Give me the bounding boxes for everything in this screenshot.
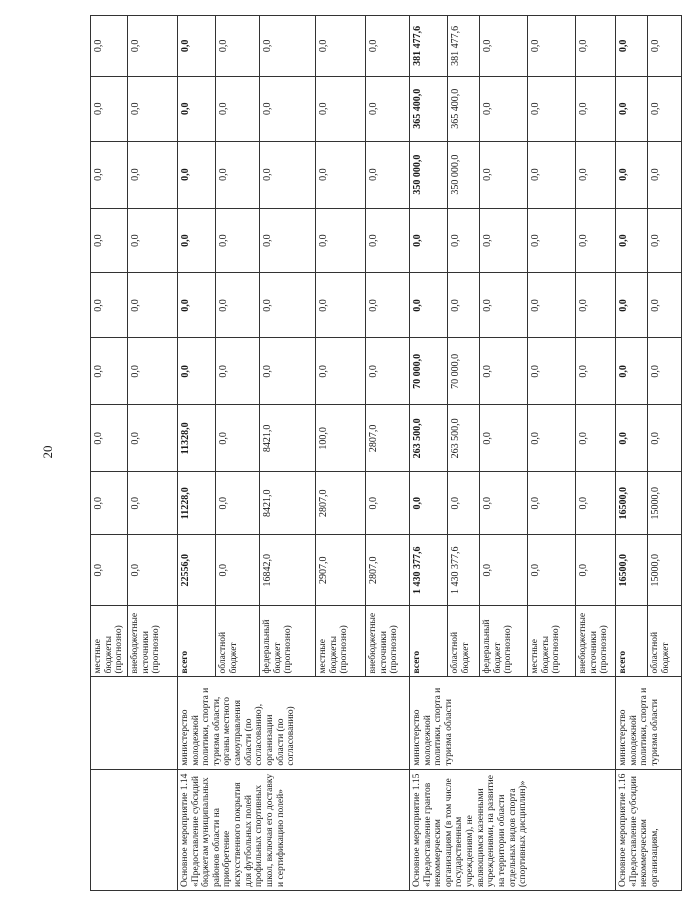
value-cell: 0,0 [215,16,259,77]
value-cell: 0,0 [177,76,215,141]
value-cell: 381 477,6 [409,16,447,77]
funding-source-cell: всего [615,606,647,677]
value-cell: 0,0 [479,338,527,405]
value-cell: 0,0 [575,273,615,338]
value-cell: 100,0 [315,405,365,472]
value-cell: 2807,0 [365,535,409,606]
value-cell: 11228,0 [177,472,215,535]
value-cell: 0,0 [647,273,681,338]
value-cell: 0,0 [259,16,315,77]
page-number: 20 [40,445,55,459]
value-cell: 0,0 [409,472,447,535]
funding-source-cell: федеральный бюджет (прогнозно) [479,606,527,677]
value-cell: 0,0 [615,16,647,77]
value-cell: 0,0 [177,141,215,208]
funding-source-cell: местные бюджеты (прогнозно) [527,606,575,677]
value-cell: 0,0 [127,76,177,141]
value-cell: 0,0 [177,338,215,405]
value-cell: 0,0 [479,273,527,338]
value-cell: 1 430 377,6 [409,535,447,606]
value-cell: 0,0 [91,16,128,77]
value-cell: 0,0 [647,141,681,208]
value-cell: 0,0 [575,535,615,606]
value-cell: 0,0 [615,273,647,338]
value-cell: 263 500,0 [409,405,447,472]
table-row [409,16,447,891]
value-cell: 0,0 [315,338,365,405]
value-cell: 0,0 [259,273,315,338]
value-cell: 0,0 [527,76,575,141]
value-cell: 0,0 [127,405,177,472]
value-cell: 2807,0 [315,472,365,535]
table-row [91,16,128,891]
value-cell: 0,0 [91,405,128,472]
value-cell: 1 430 377,6 [447,535,479,606]
value-cell: 0,0 [647,76,681,141]
executor-cell [91,677,178,769]
value-cell: 0,0 [409,208,447,273]
value-cell: 0,0 [615,338,647,405]
funding-source-cell: всего [409,606,447,677]
value-cell: 0,0 [365,16,409,77]
value-cell: 0,0 [315,273,365,338]
value-cell: 0,0 [479,472,527,535]
value-cell: 0,0 [365,472,409,535]
value-cell: 0,0 [647,16,681,77]
value-cell: 0,0 [615,141,647,208]
value-cell: 16500,0 [615,535,647,606]
value-cell: 0,0 [215,273,259,338]
value-cell: 0,0 [259,141,315,208]
value-cell: 263 500,0 [447,405,479,472]
value-cell: 16500,0 [615,472,647,535]
value-cell: 0,0 [91,472,128,535]
value-cell: 0,0 [259,338,315,405]
funding-source-cell: внебюджетные источники (прогнозно) [365,606,409,677]
funding-source-cell: местные бюджеты (прогнозно) [315,606,365,677]
funding-source-cell: областной бюджет [447,606,479,677]
value-cell: 0,0 [365,76,409,141]
value-cell: 0,0 [447,208,479,273]
value-cell: 0,0 [215,208,259,273]
value-cell: 2907,0 [315,535,365,606]
value-cell: 0,0 [527,338,575,405]
value-cell: 0,0 [127,16,177,77]
value-cell: 16842,0 [259,535,315,606]
value-cell: 0,0 [647,338,681,405]
value-cell: 0,0 [527,472,575,535]
value-cell: 0,0 [479,141,527,208]
value-cell: 15000,0 [647,472,681,535]
value-cell: 350 000,0 [409,141,447,208]
value-cell: 0,0 [315,76,365,141]
value-cell: 0,0 [365,338,409,405]
document-page [90,15,671,891]
funding-source-cell: областной бюджет [215,606,259,677]
value-cell: 0,0 [91,76,128,141]
value-cell: 0,0 [127,208,177,273]
value-cell: 0,0 [575,405,615,472]
value-cell: 0,0 [527,405,575,472]
value-cell: 0,0 [527,16,575,77]
funding-source-cell: всего [177,606,215,677]
value-cell: 0,0 [177,273,215,338]
value-cell: 0,0 [215,405,259,472]
value-cell: 70 000,0 [409,338,447,405]
value-cell: 0,0 [575,338,615,405]
table-row [615,16,647,891]
value-cell: 0,0 [479,208,527,273]
value-cell: 0,0 [527,273,575,338]
value-cell: 0,0 [479,405,527,472]
value-cell: 0,0 [575,16,615,77]
activity-name-cell: Основное мероприятие 1.14 «Предоставление субсидий бюджетам муниципальных районов области на приобретение искусственного покрытия для футбольных полей профильных спортивных школ, включая его доставку и сертификацию полей» [177,769,409,890]
value-cell: 8421,0 [259,405,315,472]
value-cell: 0,0 [127,338,177,405]
table-body [91,16,682,891]
value-cell: 0,0 [315,141,365,208]
value-cell: 0,0 [527,208,575,273]
value-cell: 365 400,0 [409,76,447,141]
budget-table [90,15,682,891]
value-cell: 0,0 [575,76,615,141]
funding-source-cell: федеральный бюджет (прогнозно) [259,606,315,677]
value-cell: 11328,0 [177,405,215,472]
value-cell: 0,0 [575,208,615,273]
funding-source-cell: внебюджетные источники (прогнозно) [127,606,177,677]
value-cell: 0,0 [409,273,447,338]
value-cell: 0,0 [447,472,479,535]
table-row [177,16,215,891]
funding-source-cell: областной бюджет [647,606,681,677]
executor-cell: министерство молодежной политики, спорта и туризма области [409,677,615,769]
value-cell: 15000,0 [647,535,681,606]
executor-cell: министерство молодежной политики, спорта и туризма области, органы местного самоуправления области (по согласованию), организации области (по согласованию) [177,677,409,769]
value-cell: 0,0 [615,208,647,273]
value-cell: 0,0 [527,535,575,606]
value-cell: 0,0 [91,273,128,338]
funding-source-cell: внебюджетные источники (прогнозно) [575,606,615,677]
value-cell: 2807,0 [365,405,409,472]
value-cell: 0,0 [575,472,615,535]
value-cell: 0,0 [479,76,527,141]
value-cell: 8421,0 [259,472,315,535]
activity-name-cell: Основное мероприятие 1.16 «Предоставление субсидии некоммерческим организациям, [615,769,681,890]
funding-source-cell: местные бюджеты (прогнозно) [91,606,128,677]
value-cell: 0,0 [127,535,177,606]
value-cell: 0,0 [315,208,365,273]
value-cell: 0,0 [259,76,315,141]
value-cell: 22556,0 [177,535,215,606]
value-cell: 0,0 [177,16,215,77]
value-cell: 0,0 [315,16,365,77]
value-cell: 0,0 [127,141,177,208]
value-cell: 70 000,0 [447,338,479,405]
value-cell: 0,0 [259,208,315,273]
value-cell: 0,0 [365,273,409,338]
value-cell: 0,0 [479,16,527,77]
value-cell: 0,0 [215,141,259,208]
value-cell: 0,0 [615,76,647,141]
value-cell: 0,0 [447,273,479,338]
value-cell: 381 477,6 [447,16,479,77]
value-cell: 0,0 [91,208,128,273]
value-cell: 0,0 [127,472,177,535]
executor-cell: министерство молодежной политики, спорта и туризма области [615,677,681,769]
value-cell: 0,0 [215,472,259,535]
value-cell: 0,0 [365,208,409,273]
value-cell: 0,0 [615,405,647,472]
value-cell: 0,0 [647,208,681,273]
value-cell: 365 400,0 [447,76,479,141]
value-cell: 350 000,0 [447,141,479,208]
value-cell: 0,0 [479,535,527,606]
value-cell: 0,0 [127,273,177,338]
value-cell: 0,0 [215,535,259,606]
activity-name-cell [91,769,178,890]
value-cell: 0,0 [647,405,681,472]
value-cell: 0,0 [575,141,615,208]
value-cell: 0,0 [177,208,215,273]
value-cell: 0,0 [215,338,259,405]
value-cell: 0,0 [365,141,409,208]
value-cell: 0,0 [527,141,575,208]
value-cell: 0,0 [215,76,259,141]
value-cell: 0,0 [91,535,128,606]
value-cell: 0,0 [91,338,128,405]
activity-name-cell: Основное мероприятие 1.15 «Предоставление грантов некоммерческим организациям (в том числе государственным учреждениям), не являющимся казенными учреждениями, на развитие на территории области отдельных видов спорта (спортивных дисциплин)» [409,769,615,890]
value-cell: 0,0 [91,141,128,208]
